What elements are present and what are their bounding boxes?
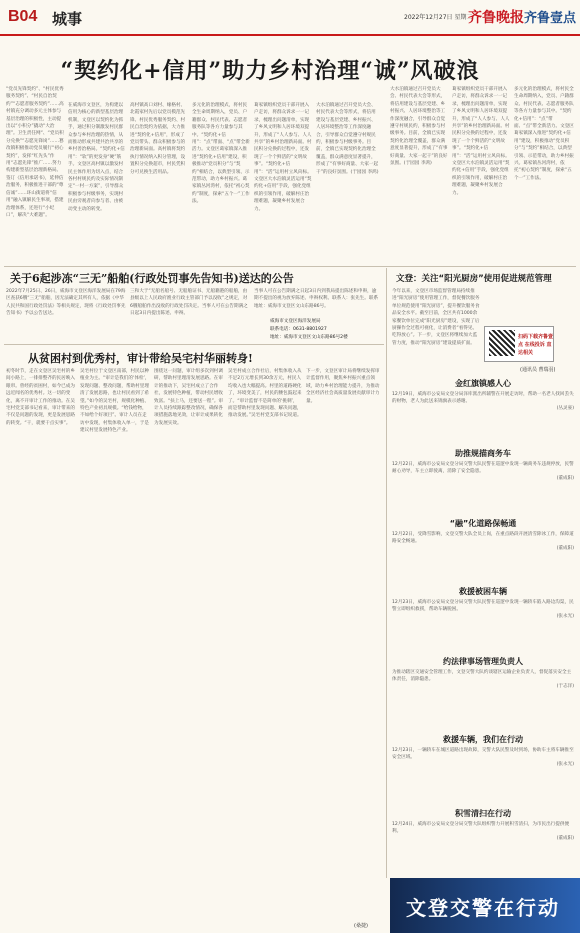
brief-signature: (张永光) <box>556 762 574 767</box>
brief-body: 12月23日，威海市公安局文登分局交警大队民警在巡逻中发现一辆轿车陷入路边沟渠，民警立即组织救援，帮助车辆脱困。 <box>392 600 574 612</box>
feature-headline: 从贫困村到优秀村，审计带给吴宅村华丽转身! <box>28 352 253 365</box>
notice-contact-phone: 联系电话：0631-8801927 <box>270 327 327 332</box>
feature-byline: (桑捷) <box>354 923 368 929</box>
brief-body: 12月22日，威海市公安局文登分局交警大队民警在巡逻中发现一辆商务车违规停放，民警耐心劝导，车主立即驶离，消除了安全隐患。 <box>392 462 574 474</box>
divider <box>4 266 576 267</box>
promo-banner <box>390 878 580 933</box>
notice-contact-org: 威海市文登区海洋发展局 <box>270 319 321 324</box>
banner-text: 文登交警在行动 <box>406 896 560 920</box>
newspaper-logo: 齐鲁晚报 <box>468 10 524 26</box>
brief-item <box>392 656 574 690</box>
main-article-col2: 在威海市文登区，为构建以信用为核心的新型基层治理机制，文登区以契约化为抓手，通过积分制激发村民群众参与乡村治理的热情，从而推动形成共建共治共享的乡村善治格局。“契约化+信用”：“软”的更发身“硬”筋手。文登区高村镇以激发村民主体作用为切入点，结合各村村规民约及实际情况制定“一村一方案”，引导群众积极参与村级事务，实现村民由旁观者向参与者、由被动变主动的转变。 <box>68 103 125 212</box>
brief-title: 救援车辆，我们在行动 <box>443 735 523 744</box>
divider-vertical <box>386 268 387 878</box>
notice-headline: 关于6起涉冻“三无”船舶(行政处罚事先告知书)送达的公告 <box>10 272 294 285</box>
main-article-col8: 葛家镇组织党员干部开展入户走访，将群众诉求一一记录，梳理出问题清单，实现了乡风文明和人居环境双提升，形成了“人人参与、人人共享”的乡村治理新局面。村民积分兑换的过程中，还发现了一个个鲜活的“文明故事”。“契约化+信用”：“活”运用村立风向标。文登区大水泊镇灵活运用“契约化+信用”手段，强化党组织的引领作用，破解村庄治理难题，凝聚乡村发展合力。 <box>452 87 510 196</box>
brief-body: 12月23日，一辆轿车在城区道路出现故障，交警大队民警及时到场，协助车主将车辆推至安全区域。 <box>392 748 574 760</box>
brief-body: 12月24日，威海市公安局文登分局交警大队组织警力开展积雪清扫，为市民出行提供便利。 <box>392 822 570 834</box>
notice-col1: 2022年7月25日、26日，威海市文登区海洋发展局在79海区查获6艘“三无”船舶，因无法确定其所有人，依据《中华人民共和国行政处罚法》等相关规定，现将《行政处罚事先告知书》予以公告送达。 <box>6 289 126 317</box>
page-header <box>0 0 580 36</box>
brief-signature: (张永光) <box>556 614 574 619</box>
brief-title: 金红旗镇感人心 <box>455 379 511 388</box>
feature-col5: 下一步，文登区审计局将继续发挥审计监督作用，聚焦乡村振兴重点领域，助力乡村治理能力提升，为推动全区经济社会高质量发展贡献审计力量。 <box>306 369 380 404</box>
divider <box>4 344 384 345</box>
app-logo: 齐鲁壹点 <box>524 11 577 26</box>
brief-item <box>392 518 574 552</box>
brief-signature: (董成阳) <box>556 836 574 841</box>
main-article-col5: 葛家镇组织党员干部开展入户走访，将群众诉求一一记录，梳理出问题清单，实现了乡风文明和人居环境双提升，形成了“人人参与、人人共享”的乡村治理新局面。村民积分兑换的过程中，还发现了一个个鲜活的“文明故事”。“契约化+信用”：“活”运用村立风向标。文登区大水泊镇灵活运用“契约化+信用”手段，强化党组织的引领作用，破解村庄治理难题，凝聚乡村发展合力。 <box>254 103 312 212</box>
main-article-col6: 大水泊镇通过召开党员大会、村民代表大会等形式，将信用建设与基层党建、乡村振兴、人居环境整治等工作深度融合，引导群众自觉遵守村规民约，积极参与村级事务。目前，全镇已实现契约化治理全覆盖，群众满意度显著提升，形成了“有事好商量、大家一起干”的良好氛围。(于园园 李鸿) <box>316 103 379 175</box>
brief-item <box>392 586 574 620</box>
feature-col4: 吴宅村成立合作社后，村集体收入从不足2万元增长到30余万元，村民人均收入也大幅提高。村里的道路硬化了，环境变美了，村民的腰包鼓起来了。“审计监督不是简单的‘挑刺’，而是帮助村里发现问题、解决问题，推动发展。”吴宅村党支部书记说道。 <box>228 369 302 419</box>
main-article-col3: 高村镇高口刘村、缘格村、北霞家村先后以党员模范先锋、村民优秀服务契约、村民自治契约为依据，大力推进“契约化+信用”，形成了党员带头、群众积极参与的治理新局面。高村镇将契约执行情况纳入积分管理，设置积分兑换超市，村民凭积分可兑换生活用品。 <box>130 103 186 175</box>
brief-title: 救援被困车辆 <box>459 587 507 596</box>
main-article-col1: “党员先锋契约”、“村民优秀服务契约”、“村民自治契约”“志愿者服务契约”……高村镇充分调动多元主体参与基层治理的积极性，主动提出以“小积分”撬动“大治理”。卫生责任网“、“党员积分兑换”“志愿先锋岗”……篡改镇积极推动党员履行“初心契约”，发挥“红先头”作用“志愿先锋”推广……努力构建新型基层治理新格局。签订《信用承诺书》，延伸信治服务，积极推进干部的“尊信诚”……环山街道将“信用”融入镇解民生事项，搭建治理体系，还进行“小纪口”，解决“大难题”。 <box>6 87 64 218</box>
feature-col3: 围绕这一问题，审计组多次到村调研，帮助村里理清发展思路。在审计的推动下，吴宅村成立了合作社，发展特色种植，带动村民增收致富。“扶上马，还要送一程”。审计人员持续跟踪整改情况，确保各项措施落地见效，让审计成果转化为发展实效。 <box>154 369 224 426</box>
main-article-col7: 大水泊镇通过召开党员大会、村民代表大会等形式，将信用建设与基层党建、乡村振兴、人居环境整治等工作深度融合，引导群众自觉遵守村规民约，积极参与村级事务。目前，全镇已实现契约化治理全覆盖，群众满意度显著提升，形成了“有事好商量、大家一起干”的良好氛围。(于园园 李鸿) <box>390 87 448 167</box>
feature-col2: 吴宅村位于文登区南部，村民以种植业为主。“审计是我们的‘体检’，发现问题、整改问题，帮助村里理清了发展思路，也让村民看到了希望。”如今的吴宅村，规模化种植、特色产业初具规模。“给钱给物，不如给个好项目”。审计人员在走访中发现，村集体收入单一，于是建议村里发展特色产业。 <box>80 369 150 434</box>
side-headline: 文登：关注“阳光厨房”使用促进规范管理 <box>396 274 552 284</box>
brief-title: “融”化道路保畅通 <box>449 519 517 528</box>
section-name: 城事 <box>52 10 83 28</box>
brief-item <box>392 734 574 768</box>
brief-title: 助推规描商务车 <box>455 449 511 458</box>
side-byline: (通讯员 曹瑞羽) <box>520 367 556 373</box>
page-number: B04 <box>8 8 38 25</box>
brief-body: 为推动辖区交通安全管理工作，文登交警大队约谈辖区运输企业负责人，督促落实安全主体责任，消除隐患。 <box>392 670 572 682</box>
brief-signature: (董成阳) <box>556 546 574 551</box>
brief-body: 12月19日，威海市公安局文登分局泽库派出所辅警在开展走访时，帮助一名老人找回丢失的财物，老人为此送来锦旗表示感谢。 <box>392 392 574 404</box>
feature-col1: 初冬时节，走在文登区吴宅村的乡间小路上，一排排整齐的民居映入眼帘。曾经的贫困村，如今已成为远近闻名的优秀村。这一切的变化，离不开审计工作的推动。在吴宅村党支部书记看来，审计带来的不仅是问题的发现，更是发展思路的转变。“干，就要干点实事”。 <box>6 369 75 426</box>
issue-date: 2022年12月27日 星期二 <box>404 14 473 21</box>
brief-title: 积雪清扫在行动 <box>455 809 511 818</box>
side-body: 今年以来，文登区市场监督管理局持续推进“阳光厨房”使用管理工作，督促餐饮服务单位规范使用“阳光厨房”，提升餐饮服务食品安全水平。截至目前，全区共有1000余家餐饮单位完成“阳光厨房”建设，实现了后厨操作全过程可视化，让消费者“看得见、吃得放心”。下一步，文登区将继续加大监管力度，推动“阳光厨房”建设提质扩面。 <box>392 289 480 346</box>
qr-code-icon <box>489 330 515 356</box>
brief-signature: (董成阳) <box>556 476 574 481</box>
notice-contact-address: 地址：威海市文登区文山东路86号2楼 <box>270 335 348 340</box>
main-article-col4: 多元化的治理模式，将村民全生命周期纳入，党员、户籍群众、村民代表、志愿者服务队等各方力量参与其中。“契约化+信用”：“点”带面、“点”带全新活力。文登区葛家镇深入推进“契约化+信用”建设，积极推动“党员积分”与“契约”相结合，以典型引领、示范带动，助力乡村振兴。葛家镇丛河湾村，依托“初心契约”制度，探索“五个一”工作法。 <box>192 103 250 205</box>
main-headline: “契约化+信用”助力乡村治理“诚”风破浪 <box>60 58 480 84</box>
brief-item <box>392 808 574 842</box>
brief-signature: (丛灵豪) <box>556 406 574 411</box>
qr-caption: 扫码下载齐鲁壹点 在线投诉 直达相关 <box>518 334 554 356</box>
brief-item <box>392 448 574 482</box>
main-article-col9: 多元化的治理模式，将村民全生命周期纳入，党员、户籍群众、村民代表、志愿者服务队等各方力量参与其中。“契约化+信用”：“点”带面、“点”带全新活力。文登区葛家镇深入推进“契约化+信用”建设，积极推动“党员积分”与“契约”相结合，以典型引领、示范带动，助力乡村振兴。葛家镇丛河湾村，依托“初心契约”制度，探索“五个一”工作法。 <box>514 87 574 181</box>
brief-item <box>392 378 574 412</box>
notice-col2: 三和大于“无船名船号、无船舶证书、无船籍港的船舶，由县级以上人民政府渔业行政主管部门予以没收”之规定，对6艘船舶作出没收的行政处罚决定。当事人可在公告期满之日起3日内提出陈述、申辩。 <box>130 289 248 317</box>
brief-title: 约法律事场管理负责人 <box>443 657 523 666</box>
qr-code-box[interactable] <box>484 326 554 362</box>
notice-col3: 当事人可在公告期满之日起3日内到我局提出陈述和申辩，逾期不提出的视为放弃陈述、申辩权利。联系人：张先生。联系地址：威海市文登区文山东路86号。 <box>254 289 379 309</box>
brief-signature: (于志洋) <box>556 684 574 689</box>
brief-body: 12月22日，受降雪影响，文登交警大队全员上岗，在重点路段开展清雪除冰工作，保障道路安全畅通。 <box>392 532 574 544</box>
